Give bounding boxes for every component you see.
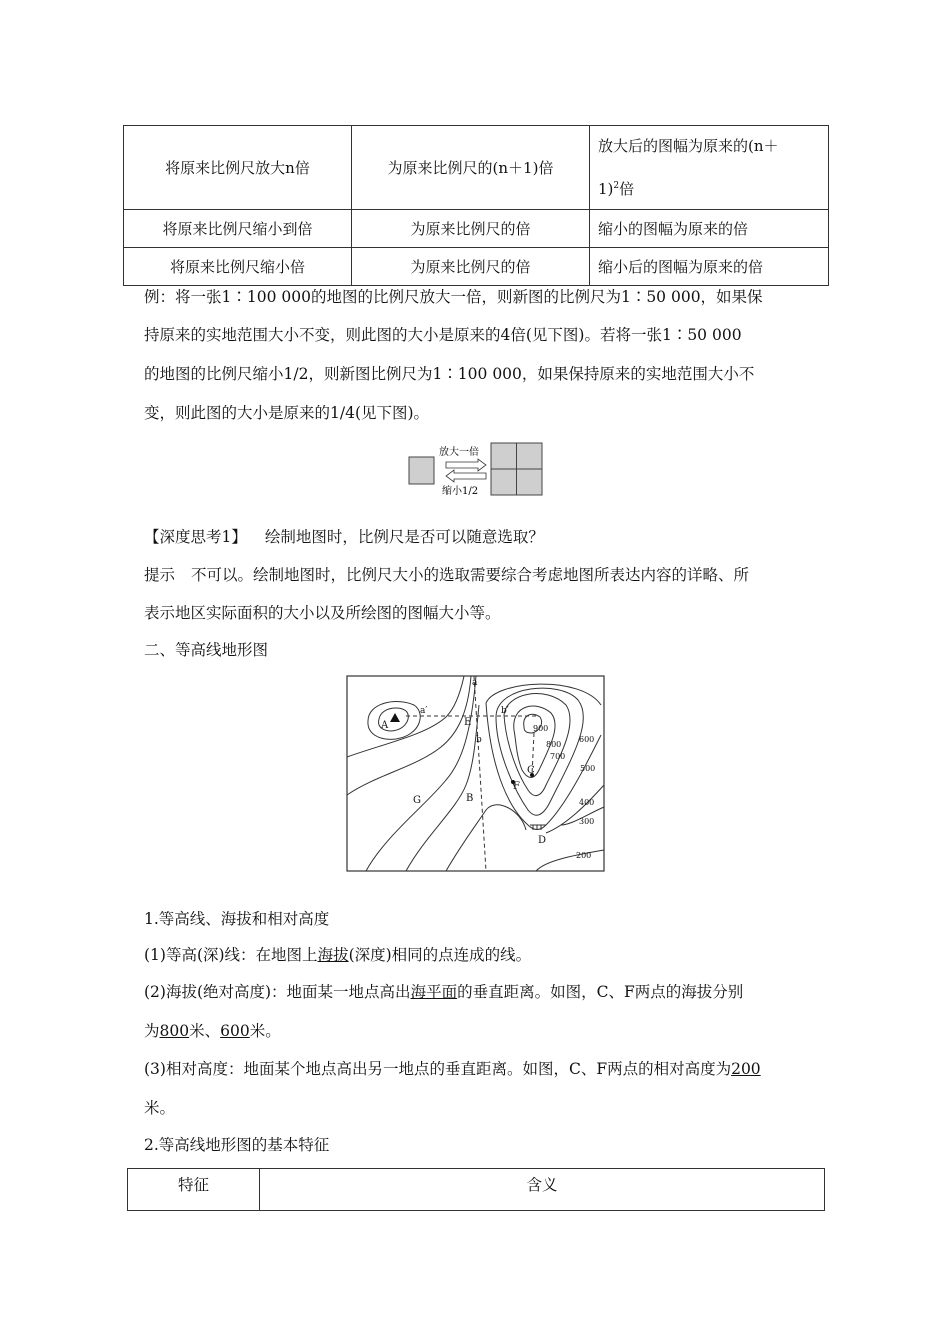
point-label: A (381, 720, 389, 731)
contour-label: 800 (546, 740, 562, 749)
underlined-answer: 200 (731, 1060, 761, 1078)
cell-text: 放大后的图幅为原来的(n＋ (598, 137, 779, 155)
text: (2)海拔(绝对高度)：地面某一地点高出 (144, 983, 411, 1001)
hint-line: 表示地区实际面积的大小以及所绘图的图幅大小等。 (144, 604, 501, 622)
contour-label: 400 (579, 798, 595, 807)
point-label: G (413, 795, 421, 806)
contour-label: 200 (576, 851, 592, 860)
underlined-answer: 海平面 (410, 983, 458, 1001)
large-map-grid (491, 443, 542, 495)
text: (3)相对高度：地面某个地点高出另一地点的垂直距离。如图，C、F两点的相对高度为 (144, 1060, 732, 1078)
hint-label: 提示 (144, 566, 176, 584)
point-label: C (527, 765, 535, 776)
underlined-answer: 600 (220, 1022, 250, 1040)
table-cell: 为原来比例尺的倍 (352, 248, 590, 286)
hint-text: 不可以。绘制地图时，比例尺大小的选取需要综合考虑地图所表达内容的详略、所 (191, 566, 750, 584)
point-label: a (472, 678, 478, 688)
point-label: b′ (501, 706, 509, 716)
text: (1)等高(深)线：在地图上 (144, 946, 318, 964)
feature-table (127, 1168, 825, 1211)
superscript: 2 (613, 181, 620, 191)
table-header: 特征 (128, 1169, 260, 1211)
table-cell: 为原来比例尺的(n＋1)倍 (352, 126, 590, 210)
scale-change-table (123, 125, 829, 286)
underlined-answer: 海拔 (317, 946, 349, 964)
table-cell: 缩小的图幅为原来的倍 (590, 210, 829, 248)
example-line: 例：将一张1∶100 000的地图的比例尺放大一倍，则新图的比例尺为1∶50 000，如果保 (144, 288, 763, 306)
question-text: 绘制地图时，比例尺是否可以随意选取？ (264, 528, 544, 546)
contour-label: 900 (533, 724, 549, 733)
definition-line (144, 1059, 810, 1079)
table-cell: 将原来比例尺缩小倍 (124, 248, 352, 286)
contour-label: 700 (550, 752, 566, 761)
example-line: 持原来的实地范围大小不变，则此图的大小是原来的4倍(见下图)。若将一张1∶50 000 (144, 326, 742, 344)
subsection-title: 2.等高线地形图的基本特征 (144, 1136, 330, 1154)
table-cell: 将原来比例尺缩小到倍 (124, 210, 352, 248)
underlined-answer: 800 (159, 1022, 190, 1040)
shrink-label: 缩小1/2 (442, 486, 479, 497)
cell-text: 倍 (619, 180, 635, 198)
point-label: B (466, 793, 474, 804)
text: 米、 (189, 1022, 221, 1040)
small-map-square (409, 457, 434, 484)
contour-map (346, 675, 606, 873)
subsection-title: 1.等高线、海拔和相对高度 (144, 910, 330, 928)
table-cell (590, 126, 829, 210)
arrow-right-icon (446, 459, 486, 471)
definition-line (144, 982, 810, 1002)
contour-label: 300 (579, 817, 595, 826)
table-cell: 将原来比例尺放大n倍 (124, 126, 352, 210)
table-row (124, 126, 829, 210)
table-cell: 为原来比例尺的倍 (352, 210, 590, 248)
table-row (124, 248, 829, 286)
contour-label: 500 (580, 764, 596, 773)
text: 的垂直距离。如图，C、F两点的海拔分别 (457, 983, 744, 1001)
contour-label: 600 (579, 735, 595, 744)
point-label: a′ (420, 706, 428, 716)
table-header: 含义 (260, 1169, 825, 1211)
deep-think-tag: 【深度思考1】 (144, 528, 247, 546)
scale-diagram (400, 440, 550, 500)
point-label: b (476, 735, 482, 745)
deep-think-question (144, 527, 810, 547)
cell-text: 1) (598, 180, 614, 198)
hint-line (144, 565, 810, 585)
point-label: E (464, 717, 472, 728)
example-line: 变，则此图的大小是原来的1/4(见下图)。 (144, 404, 430, 422)
table-header-row (128, 1169, 825, 1211)
text: 米。 (249, 1022, 281, 1040)
example-line: 的地图的比例尺缩小1/2，则新图比例尺为1∶100 000，如果保持原来的实地范围大小不 (144, 365, 755, 383)
text: (深度)相同的点连成的线。 (348, 946, 532, 964)
point-label: D (538, 835, 547, 846)
table-row (124, 210, 829, 248)
arrow-left-icon (446, 470, 486, 482)
enlarge-label: 放大一倍 (439, 447, 479, 458)
definition-line (144, 1021, 810, 1041)
table-cell: 缩小后的图幅为原来的倍 (590, 248, 829, 286)
definition-line: 米。 (144, 1099, 176, 1117)
definition-line (144, 945, 810, 965)
point-label: F (513, 781, 520, 792)
section-title: 二、等高线地形图 (144, 641, 269, 659)
text: 为 (144, 1022, 160, 1040)
